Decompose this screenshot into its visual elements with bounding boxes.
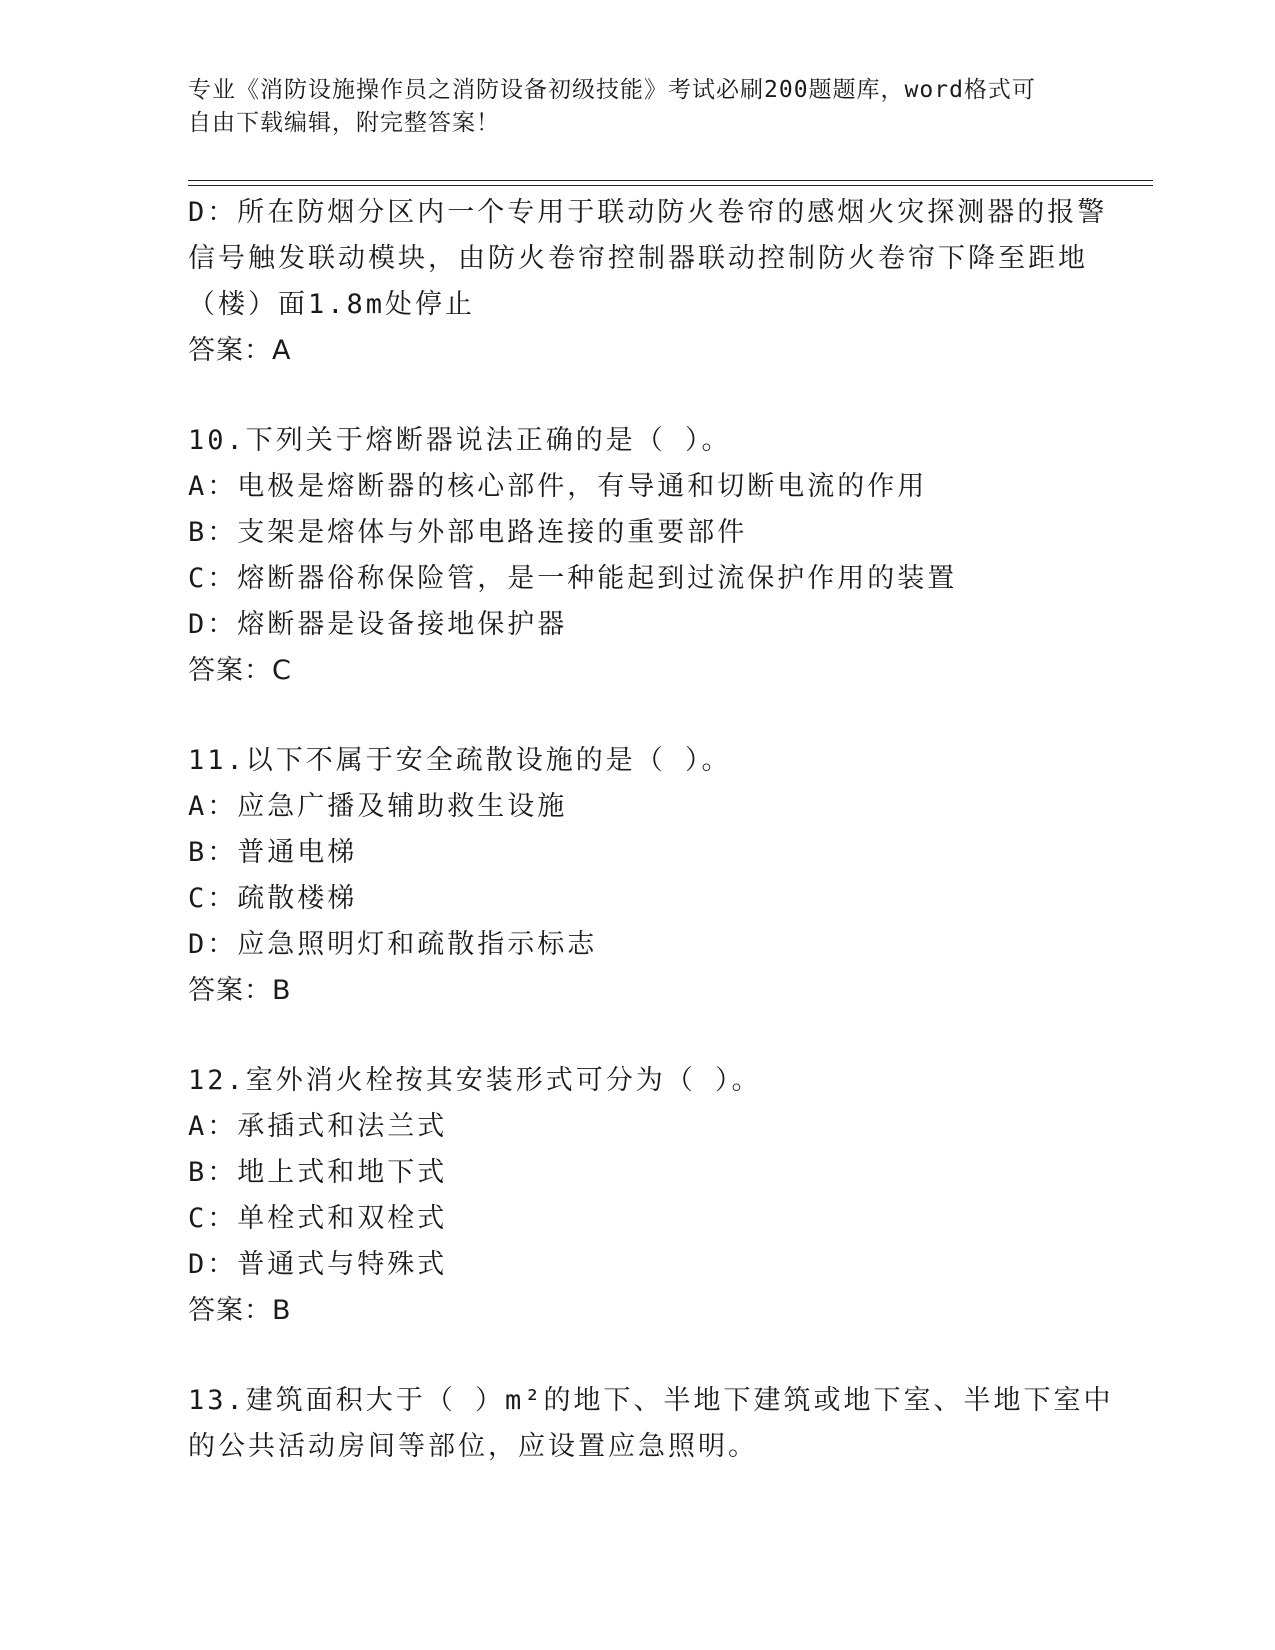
header-rule-bottom — [188, 185, 1153, 186]
document-body — [188, 190, 1114, 1470]
question-11 — [188, 738, 1088, 1014]
question-9-continued — [188, 190, 1108, 374]
question-12 — [188, 1058, 1088, 1334]
answer-label: 答案：A — [188, 335, 292, 366]
option-a: A：应急广播及辅助救生设施 — [188, 791, 568, 822]
option-b: B：支架是熔体与外部电路连接的重要部件 — [188, 517, 748, 548]
header-title-line-2: 自由下载编辑，附完整答案！ — [188, 110, 500, 136]
question-10 — [188, 418, 1088, 694]
option-d: D：熔断器是设备接地保护器 — [188, 609, 568, 640]
option-c: C：熔断器俗称保险管，是一种能起到过流保护作用的装置 — [188, 563, 958, 594]
question-13 — [188, 1378, 1114, 1470]
option-d-line-3: （楼）面1.8m处停止 — [188, 289, 476, 320]
question-stem: 11.以下不属于安全疏散设施的是（ ）。 — [188, 745, 732, 776]
header-title-line-1: 专业《消防设施操作员之消防设备初级技能》考试必刷200题题库，word格式可 — [188, 77, 1036, 103]
option-d: D：应急照明灯和疏散指示标志 — [188, 929, 598, 960]
option-a: A：承插式和法兰式 — [188, 1111, 448, 1142]
question-stem: 12.室外消火栓按其安装形式可分为（ ）。 — [188, 1065, 762, 1096]
option-d-line-1: D：所在防烟分区内一个专用于联动防火卷帘的感烟火灾探测器的报警 — [188, 197, 1108, 228]
option-c: C：疏散楼梯 — [188, 883, 358, 914]
option-b: B：地上式和地下式 — [188, 1157, 448, 1188]
answer-label: 答案：B — [188, 1295, 292, 1326]
option-b: B：普通电梯 — [188, 837, 358, 868]
option-c: C：单栓式和双栓式 — [188, 1203, 448, 1234]
option-d-line-2: 信号触发联动模块，由防火卷帘控制器联动控制防火卷帘下降至距地 — [188, 243, 1088, 274]
option-d: D：普通式与特殊式 — [188, 1249, 448, 1280]
document-header — [188, 74, 1088, 140]
header-rule-top — [188, 180, 1153, 181]
option-a: A：电极是熔断器的核心部件，有导通和切断电流的作用 — [188, 471, 928, 502]
question-stem-line-1: 13.建筑面积大于（ ）m²的地下、半地下建筑或地下室、半地下室中 — [188, 1385, 1114, 1416]
question-stem: 10.下列关于熔断器说法正确的是（ ）。 — [188, 425, 732, 456]
answer-label: 答案：B — [188, 975, 292, 1006]
question-stem-line-2: 的公共活动房间等部位，应设置应急照明。 — [188, 1431, 758, 1462]
answer-label: 答案：C — [188, 655, 292, 686]
